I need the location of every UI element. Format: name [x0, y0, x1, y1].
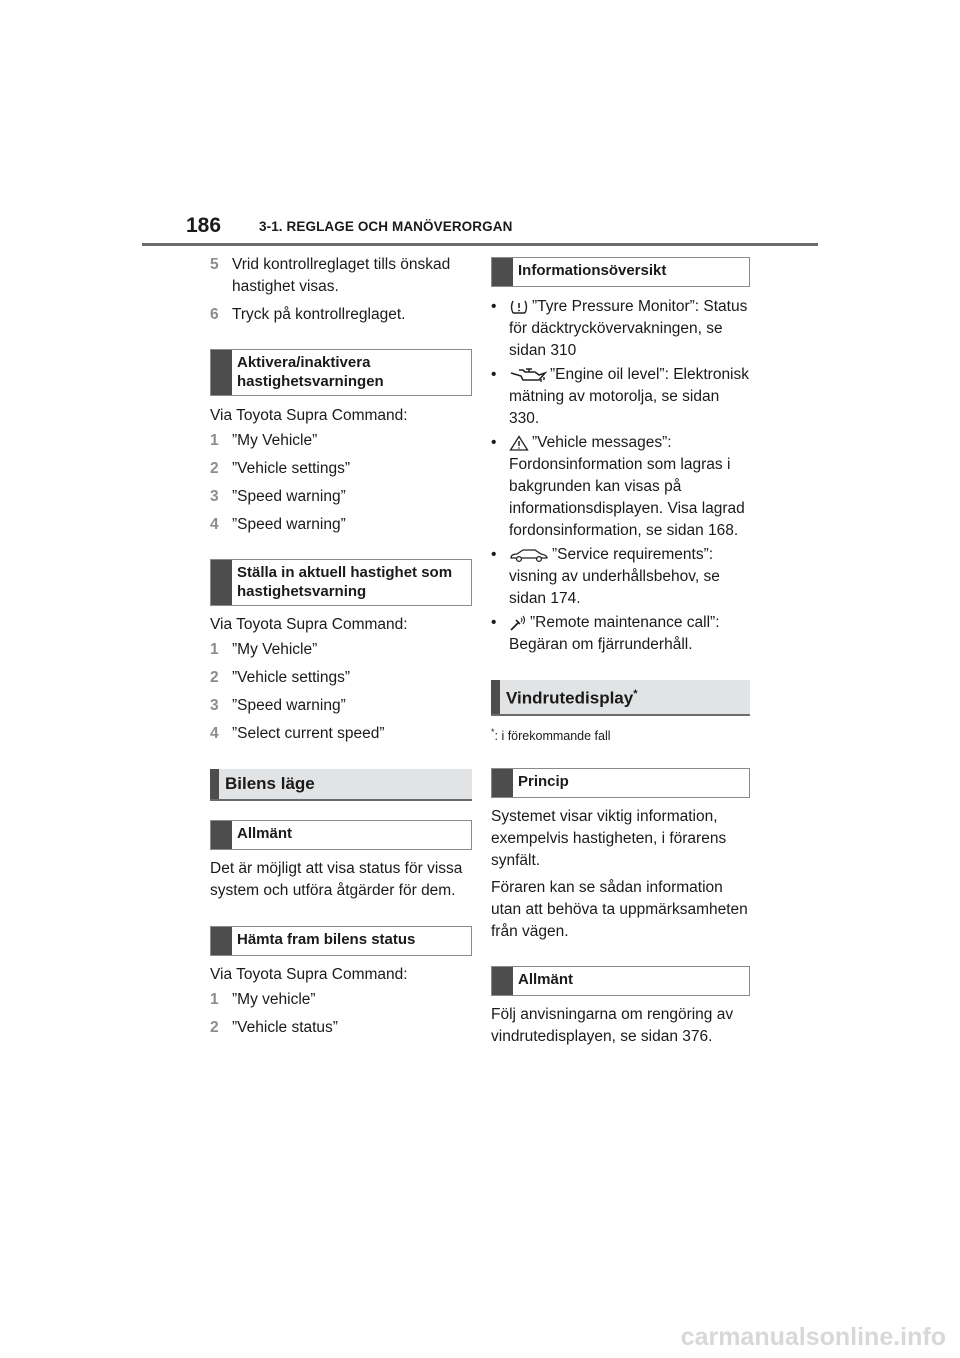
- footnote: [491, 721, 750, 747]
- subheading-box: [210, 559, 472, 606]
- wrench-signal-icon: [509, 615, 527, 631]
- step-text: ”Select current speed”: [232, 725, 385, 742]
- footnote-mark: *: [491, 726, 495, 737]
- step-text: ”Speed warning”: [232, 516, 346, 533]
- step-item: [210, 989, 472, 1011]
- paragraph: Det är möjligt att visa status för vissa system och utföra åtgärder för dem.: [210, 860, 463, 899]
- step-item: [210, 458, 472, 480]
- paragraph: Via Toyota Supra Command:: [210, 407, 408, 424]
- paragraph: Föraren kan se sådan information utan att behöva ta uppmärksamheten från vägen.: [491, 878, 748, 940]
- subheading-box: [491, 257, 750, 287]
- subheading-label: Hämta fram bilens status: [237, 931, 416, 948]
- section-title: [500, 680, 644, 714]
- step-item: [210, 667, 472, 689]
- chapter-title: 3-1. REGLAGE OCH MANÖVERORGAN: [259, 219, 513, 234]
- list-item: • ”Engine oil level”: Elektronisk mätning av motorolja, se sidan 330.: [491, 366, 750, 427]
- step-text: ”My Vehicle”: [232, 641, 318, 658]
- step-item: [210, 430, 472, 452]
- subheading-label: Aktivera/inaktivera hastighetsvarningen: [237, 354, 384, 390]
- step-number: 1: [210, 991, 219, 1008]
- warning-triangle-icon: [509, 435, 529, 451]
- step-text: ”My vehicle”: [232, 991, 316, 1008]
- section-title: Bilens läge: [225, 774, 315, 793]
- step-text: ”My Vehicle”: [232, 432, 318, 449]
- step-item: [210, 514, 472, 536]
- step-item: [210, 1017, 472, 1039]
- step-item: [210, 254, 472, 298]
- step-number: 6: [210, 306, 219, 323]
- subheading-box: [491, 768, 750, 798]
- right-column: [491, 257, 750, 1048]
- step-number: 1: [210, 432, 219, 449]
- left-column: [210, 254, 472, 1039]
- subheading-label: Allmänt: [237, 825, 293, 842]
- list-item-text: ”Vehicle messages”: Fordonsinformation som lagras i bakgrunden kan visas på informationsdisplayen. Visa lagrad fordonsinformation, se sidan 168.: [509, 434, 745, 539]
- subheading-label: Ställa in aktuell hastighet som hastighetsvarning: [237, 564, 453, 600]
- section-heading: [491, 680, 750, 716]
- list-item-text: ”Remote maintenance call”: Begäran om fjärrunderhåll.: [509, 614, 720, 653]
- paragraph: Systemet visar viktig information, exempelvis hastigheten, i förarens synfält.: [491, 807, 727, 869]
- step-number: 2: [210, 1019, 219, 1036]
- subheading-label: Informationsöversikt: [518, 262, 667, 279]
- subheading-box: [210, 926, 472, 956]
- paragraph: Följ anvisningarna om rengöring av vindrutedisplayen, se sidan 376.: [491, 1005, 734, 1045]
- subheading-box: [210, 349, 472, 396]
- step-item: [210, 723, 472, 745]
- step-number: 4: [210, 516, 219, 533]
- step-text: Vrid kontrollreglaget tills önskad hastighet visas.: [232, 256, 451, 295]
- oil-can-icon: [509, 367, 547, 383]
- list-item-text: ”Engine oil level”: Elektronisk mätning av motorolja, se sidan 330.: [509, 366, 750, 427]
- paragraph: Via Toyota Supra Command:: [210, 616, 408, 633]
- subheading-label: Allmänt: [518, 970, 574, 988]
- subheading-box: [210, 820, 472, 850]
- step-text: ”Speed warning”: [232, 488, 346, 505]
- list-item: • ”Service requirements”: visning av underhållsbehov, se sidan 174.: [491, 546, 720, 607]
- paragraph: Via Toyota Supra Command:: [210, 966, 408, 983]
- footnote-mark: *: [633, 688, 638, 700]
- watermark: [0, 1318, 960, 1358]
- step-text: ”Speed warning”: [232, 697, 346, 714]
- step-number: 2: [210, 460, 219, 477]
- list-item-text: ”Tyre Pressure Monitor”: Status för däcktryckövervakningen, se sidan 310: [509, 298, 748, 359]
- car-service-icon: [509, 547, 549, 563]
- step-item: [210, 304, 472, 326]
- list-item: • ”Remote maintenance call”: Begäran om fjärrunderhåll.: [491, 614, 720, 653]
- list-item: • ”Tyre Pressure Monitor”: Status för däcktryckövervakningen, se sidan 310: [491, 298, 748, 359]
- step-item: [210, 695, 472, 717]
- step-text: ”Vehicle settings”: [232, 460, 351, 477]
- step-text: ”Vehicle status”: [232, 1019, 338, 1036]
- step-item: [210, 639, 472, 661]
- section-heading: [210, 769, 472, 801]
- step-text: ”Vehicle settings”: [232, 669, 351, 686]
- section-title-text: Vindrutedisplay: [506, 688, 634, 708]
- list-item-text: ”Service requirements”: visning av underhållsbehov, se sidan 174.: [509, 546, 720, 607]
- tyre-pressure-icon: [509, 299, 529, 315]
- subheading-label: Princip: [518, 772, 569, 790]
- footnote-text: : i förekommande fall: [494, 728, 611, 743]
- step-number: 4: [210, 725, 219, 742]
- step-text: Tryck på kontrollreglaget.: [232, 306, 406, 323]
- list-item: • ”Vehicle messages”: Fordonsinformation som lagras i bakgrunden kan visas på informationsdisplayen. Visa lagrad fordonsinformation, se sidan 168.: [491, 434, 745, 539]
- header-rule: [142, 243, 818, 246]
- watermark-text: carmanualsonline.info: [680, 1323, 946, 1351]
- step-number: 3: [210, 697, 219, 714]
- step-number: 1: [210, 641, 219, 658]
- step-number: 3: [210, 488, 219, 505]
- page-number: 186: [186, 214, 222, 237]
- step-number: 5: [210, 256, 219, 273]
- step-item: [210, 486, 472, 508]
- step-number: 2: [210, 669, 219, 686]
- subheading-box: [491, 966, 750, 996]
